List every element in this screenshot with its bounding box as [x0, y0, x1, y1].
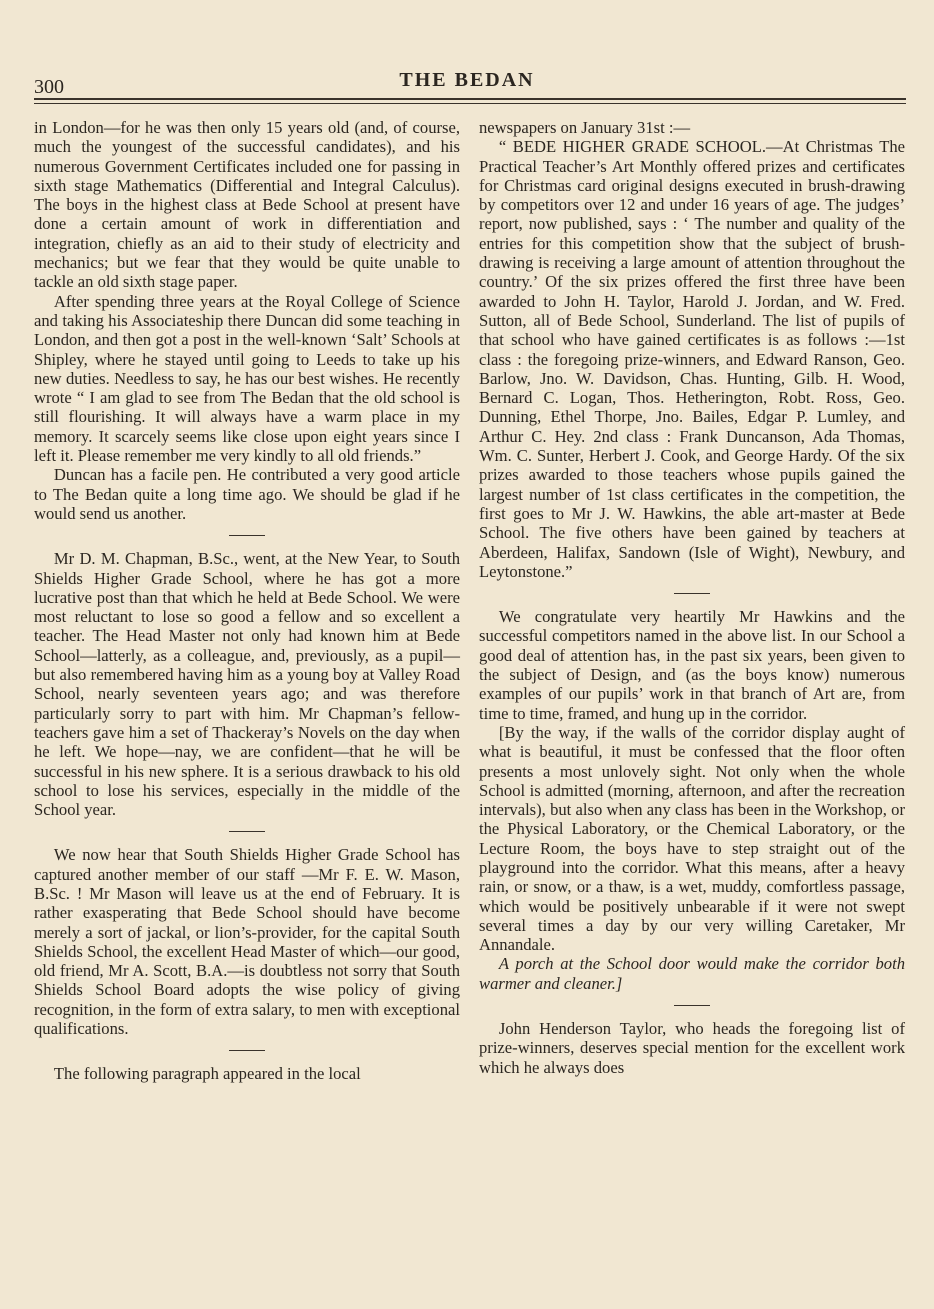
- header-rule-thin: [34, 103, 906, 104]
- paragraph: After spending three years at the Royal College of Science and taking his Associateship there Duncan did some teaching in London, and then got a post in the well-known ‘Salt’ Schools at Shipley, where he stayed until going to Leeds to take up his new duties. Needless to say, he has our best wishes. He recently wrote “ I am glad to see from The Bedan that the old school is still flourishing. It will always have a warm place in my memory. It scarcely seems like close upon eight years since I left it. Please remember me very kindly to all old friends.”: [34, 291, 460, 466]
- journal-title: THE BEDAN: [399, 69, 535, 91]
- section-divider: [674, 593, 710, 594]
- italic-paragraph: A porch at the School door would make the corridor both warmer and cleaner.]: [479, 954, 905, 993]
- paragraph: [By the way, if the walls of the corridor display aught of what is beautiful, it must be confessed that the floor often presents a most unlovely sight. Not only when the whole School is admitted (morning, afternoon, and after the recreation intervals), but also when any class has been in the Workshop, or the Physical Laboratory, or the Chemical Laboratory, or the Lecture Room, the boys have to step straight out of the playground into the corridor. What this means, after a heavy rain, or snow, or a thaw, is a wet, muddy, comfortless passage, which would be positively unbearable if it were not swept several times a day by our very willing Caretaker, Mr Annandale.: [479, 722, 905, 955]
- quoted-paragraph: “ BEDE HIGHER GRADE SCHOOL.—At Christmas The Practical Teacher’s Art Monthly offered prizes and certificates for Christmas card original designs executed in brush-drawing by competitors over 12 and under 16 years of age. The judges’ report, now published, says : ‘ The number and quality of the entries for this competition show that the subject of brush-drawing is receiving a large amount of attention throughout the country.’ Of the six prizes offered the first three have been awarded to John H. Taylor, Harold J. Jordan, and W. Fred. Sutton, all of Bede School, Sunderland. The list of pupils of that school who have gained certificates is as follows :—1st class : the foregoing prize-winners, and Edward Ranson, Geo. Barlow, Jno. W. Davidson, Chas. Hunting, Gilb. H. Wood, Bernard C. Logan, Thos. Hetherington, Robt. Ross, Geo. Dunning, Ethel Thorpe, Jno. Bailes, Edgar P. Lumley, and Arthur C. Hey. 2nd class : Frank Duncanson, Ada Thomas, Wm. C. Sunter, Herbert J. Cook, and George Hardy. Of the six prizes awarded to those teachers whose pupils gained the largest number of 1st class certificates in the competition, the first goes to Mr J. W. Hawkins, the able art-master at Bede School. The five others have been gained by teachers at Aberdeen, Halifax, Sandown (Isle of Wight), Newbury, and Leytonstone.”: [479, 137, 905, 581]
- section-divider: [229, 535, 265, 536]
- right-column: [479, 118, 905, 1077]
- paragraph: John Henderson Taylor, who heads the foregoing list of prize-winners, deserves special mention for the excellent work which he always does: [479, 1019, 905, 1077]
- page-header: [0, 0, 934, 110]
- paragraph: in London—for he was then only 15 years old (and, of course, much the youngest of the successful candidates), and his numerous Government Certificates included one for passing in sixth stage Mathematics (Differential and Integral Calculus). The boys in the highest class at Bede School at present have done a certain amount of work in differentiation and integration, chiefly as an aid to their study of electricity and mechanics; but we fear that they would be quite unable to tackle an old sixth stage paper.: [34, 118, 460, 292]
- paragraph: We now hear that South Shields Higher Grade School has captured another member of our staff —Mr F. E. W. Mason, B.Sc. ! Mr Mason will leave us at the end of February. It is rather exasperating that Bede School should have become merely a sort of jackal, or lion’s-provider, for the capital South Shields School, the excellent Head Master of which—our good, old friend, Mr A. Scott, B.A.—is doubtless not sorry that South Shields School Board adopts the wise policy of giving recognition, in the form of extra salary, to men with exceptional qualifications.: [34, 845, 460, 1039]
- paragraph: Mr D. M. Chapman, B.Sc., went, at the New Year, to South Shields Higher Grade School, where he has got a more lucrative post than that which he held at Bede School. We were most reluctant to lose so good a fellow and so excellent a teacher. The Head Master not only had known him at Bede School—latterly, as a colleague, and, previously, as a pupil—but also remembered having him as a young boy at Valley Road School, nearly seventeen years ago; and was therefore particularly sorry to part with him. Mr Chapman’s fellow-teachers gave him a set of Thackeray’s Novels on the day when he left. We hope—nay, we are confident—that he will be successful in his new sphere. It is a serious drawback to his old school to lose his services, especially in the middle of the School year.: [34, 549, 460, 820]
- section-divider: [229, 1050, 265, 1051]
- header-rule: [34, 98, 906, 100]
- left-column: [34, 118, 460, 1084]
- section-divider: [674, 1005, 710, 1006]
- paragraph: Duncan has a facile pen. He contributed a very good article to The Bedan quite a long time ago. We should be glad if he would send us another.: [34, 465, 460, 523]
- page-number: 300: [34, 76, 64, 98]
- paragraph: newspapers on January 31st :—: [479, 118, 691, 137]
- section-divider: [229, 831, 265, 832]
- paragraph: The following paragraph appeared in the local: [53, 1064, 361, 1084]
- paragraph: We congratulate very heartily Mr Hawkins and the successful competitors named in the above list. In our School a good deal of attention has, in the past six years, been given to the subject of Design, and (as the boys know) numerous examples of our pupils’ work in that branch of Art are, from time to time, framed, and hung up in the corridor.: [479, 607, 905, 723]
